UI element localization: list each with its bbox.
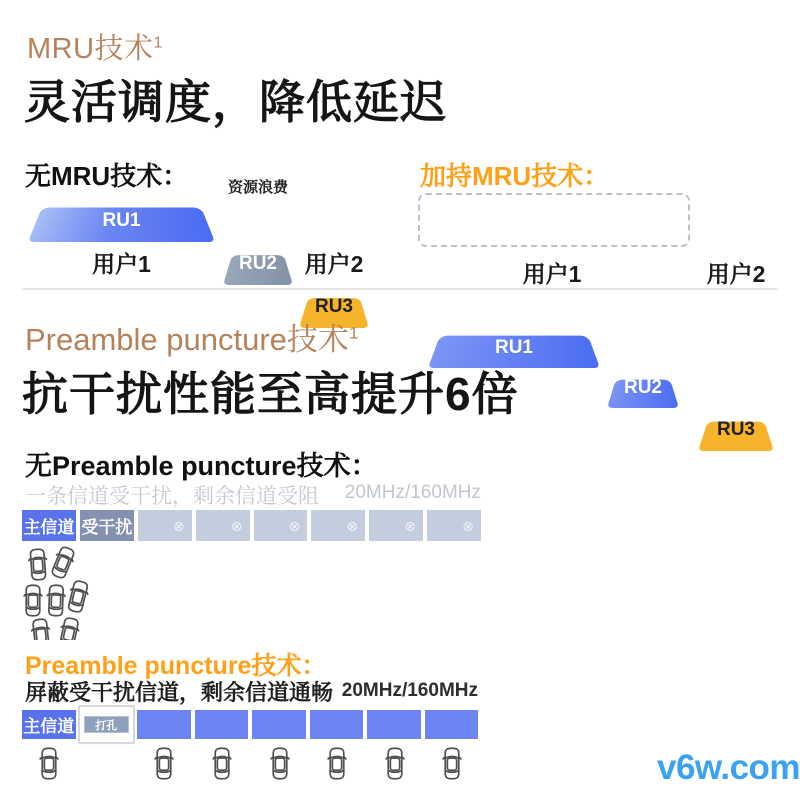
waste-note: 资源浪费 — [227, 179, 288, 196]
without-mru-label: 无MRU技术： — [25, 161, 189, 191]
channel-segment-blocked — [138, 510, 192, 541]
blocked-icon: ⊗ — [462, 517, 474, 534]
channel-segment-clear — [367, 710, 421, 739]
with-puncture-caption: 屏蔽受干扰信道，剩余信道通畅 — [25, 680, 334, 705]
bandwidth-label-dark: 20MHz/160MHz — [341, 680, 478, 701]
puncture-box — [78, 705, 136, 744]
puncture-label: 打孔 — [84, 716, 129, 733]
ru2-label: RU2 — [238, 252, 277, 274]
channel-segment-blocked — [369, 510, 423, 541]
puncture-tag-footnote: 1 — [348, 323, 359, 343]
segment-label: 主信道 — [23, 518, 75, 537]
car-icon — [38, 745, 60, 782]
car-icon — [326, 745, 348, 782]
user2-label-right: 用户2 — [706, 261, 766, 287]
with-puncture-label: Preamble puncture技术： — [25, 652, 327, 680]
car-icon — [211, 745, 233, 782]
mru-section-tag — [27, 26, 163, 67]
ru3-block-mru — [698, 409, 774, 451]
channel-segment-blocked — [254, 510, 308, 541]
car-icon — [22, 582, 44, 619]
blocked-icon: ⊗ — [172, 517, 185, 534]
channel-segment-clear — [252, 710, 306, 739]
user1-label-left: 用户1 — [92, 251, 151, 277]
with-mru-label: 加持MRU技术： — [420, 161, 610, 191]
user2-label-left: 用户2 — [304, 251, 364, 277]
mru-tag-text: MRU技术 — [27, 33, 154, 65]
blocked-icon: ⊗ — [230, 517, 243, 534]
channel-bar-clear — [22, 710, 478, 739]
channel-segment-clear — [195, 710, 249, 739]
ru1-label-mru: RU1 — [494, 337, 533, 358]
channel-segment-interfered — [80, 510, 134, 541]
segment-label: 受干扰 — [81, 518, 133, 537]
segment-label: 主信道 — [23, 717, 75, 736]
channel-segment-main — [22, 510, 76, 541]
ru1-label: RU1 — [102, 209, 141, 231]
free-flow-cars — [22, 742, 481, 794]
bandwidth-label-gray: 20MHz/160MHz — [344, 482, 481, 503]
ru3-label-mru: RU3 — [716, 419, 755, 440]
watermark: v6w.com — [657, 748, 800, 787]
channel-segment-clear — [310, 710, 364, 739]
ru2-block-mru — [607, 368, 679, 408]
blocked-icon: ⊗ — [288, 517, 301, 534]
car-icon — [26, 545, 51, 583]
car-icon — [441, 745, 463, 782]
ru2-block — [223, 242, 293, 285]
puncture-tag-text: Preamble puncture技术 — [25, 322, 349, 357]
channel-segment-clear — [137, 710, 191, 739]
channel-segment-blocked — [196, 510, 250, 541]
car-icon — [28, 615, 54, 640]
channel-segment-blocked — [427, 510, 481, 541]
mru-group-box — [418, 193, 690, 247]
mru-headline: 灵活调度，降低延迟 — [24, 76, 447, 128]
ru1-block — [28, 199, 215, 242]
car-icon — [384, 745, 406, 782]
channel-segment-blocked — [311, 510, 365, 541]
channel-segment-punctured — [80, 710, 134, 739]
traffic-jam-cars — [18, 543, 130, 640]
car-icon — [269, 745, 291, 782]
without-puncture-caption: 一条信道受干扰，剩余信道受阻 — [25, 485, 319, 508]
channel-segment-main — [22, 710, 76, 739]
without-puncture-label: 无Preamble puncture技术： — [25, 451, 378, 481]
blocked-icon: ⊗ — [346, 517, 359, 534]
user1-label-right: 用户1 — [522, 261, 582, 287]
mru-tag-footnote: 1 — [153, 34, 163, 52]
puncture-headline: 抗干扰性能至高提升6倍 — [22, 368, 519, 420]
ru2-label-mru: RU2 — [623, 377, 662, 398]
channel-segment-clear — [425, 710, 479, 739]
ru3-label: RU3 — [314, 295, 353, 317]
section-divider — [22, 288, 778, 290]
car-icon — [153, 745, 175, 782]
blocked-icon: ⊗ — [404, 517, 417, 534]
channel-bar-blocked — [22, 510, 481, 541]
puncture-section-tag — [25, 314, 358, 359]
